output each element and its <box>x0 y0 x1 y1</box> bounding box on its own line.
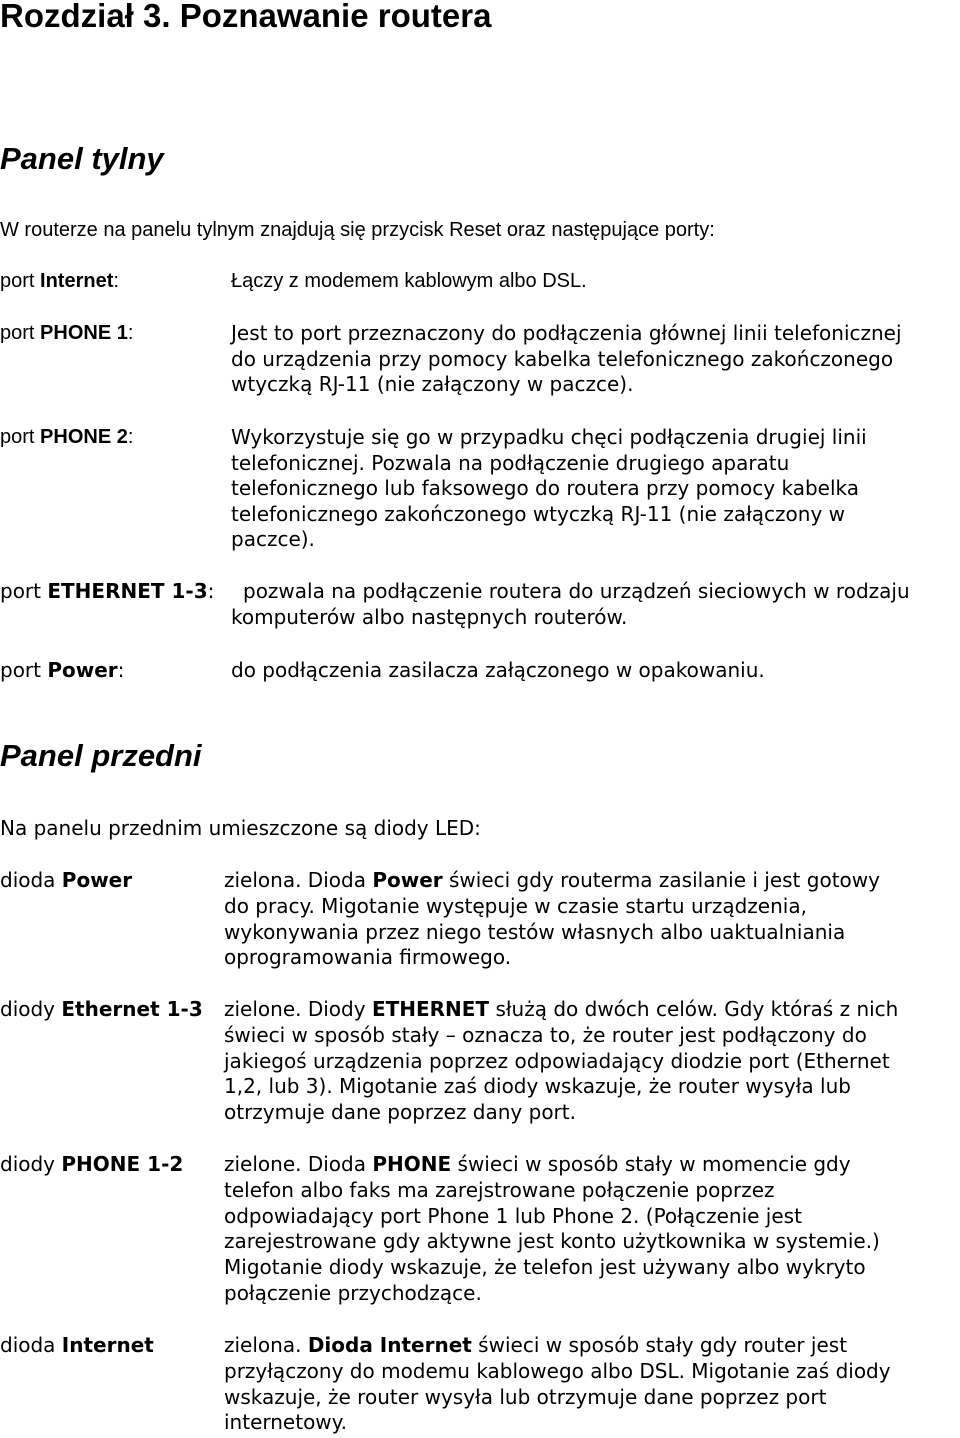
description-line: świeci w sposób stały – oznacza to, że router jest podłączony do <box>224 1022 867 1047</box>
description-line: wykonywania przez niego testów własnych albo uaktualniania <box>224 919 846 944</box>
description-line: do urządzenia przy pomocy kabelka telefonicznego zakończonego <box>231 346 894 371</box>
port-suffix: : <box>127 322 134 344</box>
port-internet-description: Łączy z modemem kablowym albo DSL. <box>231 270 587 292</box>
description-line: internetowy. <box>224 1410 348 1435</box>
port-suffix: : <box>127 426 134 448</box>
description-line: telefonicznego lub faksowego do routera przy pomocy kabelka <box>231 476 859 500</box>
text-run: zielona. Dioda <box>224 868 373 892</box>
description-line: paczce). <box>231 527 315 551</box>
description-line <box>224 1152 880 1178</box>
text-run-bold: Dioda Internet <box>307 1333 472 1357</box>
led-phone-label <box>0 1152 183 1178</box>
port-phone2-label <box>0 425 133 451</box>
description-line <box>224 1333 891 1359</box>
port-phone1-description <box>231 321 902 398</box>
description-line: Jest to port przeznaczony do podłączenia głównej linii telefonicznej <box>231 321 902 345</box>
led-name: PHONE 1-2 <box>61 1152 184 1176</box>
led-power-description <box>224 868 880 971</box>
front-panel-intro: Na panelu przednim umieszczone są diody LED: <box>0 816 481 840</box>
led-internet-description <box>224 1333 891 1436</box>
port-internet-label <box>0 269 119 295</box>
description-line: otrzymuje dane poprzez dany port. <box>224 1100 576 1125</box>
description-line: wtyczką RJ-11 (nie załączony w paczce). <box>231 372 634 396</box>
led-name: Internet <box>61 1333 154 1357</box>
description-line: połączenie przychodzące. <box>224 1280 482 1305</box>
description-line: zarejestrowane gdy aktywne jest konto użytkownika w systemie.) <box>224 1229 880 1254</box>
description-line: przyłączony do modemu kablowego albo DSL. Migotanie zaś diody <box>224 1358 891 1383</box>
port-prefix: port <box>0 426 41 448</box>
port-phone2-description <box>231 425 867 553</box>
text-run-bold: PHONE <box>372 1152 452 1176</box>
port-ethernet-label <box>0 579 214 605</box>
port-power-label <box>0 658 124 684</box>
led-prefix: dioda <box>0 1333 62 1357</box>
description-line: 1,2, lub 3). Migotanie zaś diody wskazuje, że router wysyła lub <box>224 1074 851 1099</box>
port-ethernet-description-line2: komputerów albo następnych routerów. <box>231 605 628 629</box>
port-suffix: : <box>113 270 119 292</box>
description-line: Wykorzystuje się go w przypadku chęci podłączenia drugiej linii <box>231 425 867 449</box>
port-prefix: port <box>0 658 48 682</box>
description-line: odpowiadający port Phone 1 lub Phone 2. (Połączenie jest <box>224 1203 802 1228</box>
led-internet-label <box>0 1333 154 1359</box>
rear-panel-intro: W routerze na panelu tylnym znajdują się przycisk Reset oraz następujące porty: <box>0 219 715 241</box>
port-prefix: port <box>0 270 41 292</box>
led-ethernet-description <box>224 997 898 1126</box>
description-line: telefon albo faks ma zarejstrowane połączenie poprzez <box>224 1177 775 1202</box>
port-suffix: : <box>117 658 125 682</box>
port-name: PHONE 1 <box>40 322 128 344</box>
led-power-label <box>0 868 132 894</box>
text-run-bold: ETHERNET <box>371 997 490 1021</box>
description-line: telefonicznej. Pozwala na podłączenie drugiego aparatu <box>231 450 790 475</box>
led-ethernet-label <box>0 997 203 1023</box>
port-ethernet-description-line1: pozwala na podłączenie routera do urządzeń sieciowych w rodzaju <box>243 579 910 603</box>
description-line <box>224 997 898 1023</box>
text-run: świeci w sposób stały w momencie gdy <box>451 1152 851 1176</box>
port-name: Internet <box>40 270 114 292</box>
text-run: zielone. Dioda <box>224 1152 373 1176</box>
rear-panel-title: Panel tylny <box>0 141 164 176</box>
led-name: Power <box>61 868 133 892</box>
port-suffix: : <box>207 579 215 603</box>
description-line: telefonicznego zakończonego wtyczką RJ-11 (nie załączony w <box>231 501 845 526</box>
port-prefix: port <box>0 322 41 344</box>
description-line: do pracy. Migotanie występuje w czasie startu urządzenia, <box>224 893 807 918</box>
led-prefix: diody <box>0 1152 62 1176</box>
port-name: PHONE 2 <box>40 426 128 448</box>
text-run: zielone. Diody <box>224 997 372 1021</box>
port-phone1-label <box>0 321 133 347</box>
text-run: świeci gdy routerma zasilanie i jest gotowy <box>442 868 880 892</box>
text-run: zielona. <box>224 1333 308 1357</box>
description-line: Migotanie diody wskazuje, że telefon jest używany albo wykryto <box>224 1255 866 1280</box>
description-line: wskazuje, że router wysyła lub otrzymuje dane poprzez port <box>224 1384 827 1409</box>
port-power-description: do podłączenia zasilacza załączonego w opakowaniu. <box>231 658 765 682</box>
led-prefix: diody <box>0 997 62 1021</box>
port-prefix: port <box>0 579 48 603</box>
led-phone-description <box>224 1152 880 1307</box>
description-line <box>224 868 880 894</box>
front-panel-title: Panel przedni <box>0 738 202 773</box>
text-run: świeci w sposób stały gdy router jest <box>471 1333 848 1357</box>
description-line: oprogramowania firmowego. <box>224 945 512 970</box>
port-name: ETHERNET 1-3 <box>47 579 208 603</box>
chapter-title: Rozdział 3. Poznawanie routera <box>0 0 492 34</box>
led-prefix: dioda <box>0 868 62 892</box>
led-name: Ethernet 1-3 <box>61 997 203 1021</box>
text-run: służą do dwóch celów. Gdy któraś z nich <box>489 997 899 1021</box>
description-line: jakiegoś urządzenia poprzez odpowiadający diodzie port (Ethernet <box>224 1048 890 1073</box>
port-name: Power <box>47 658 118 682</box>
text-run-bold: Power <box>372 868 443 892</box>
